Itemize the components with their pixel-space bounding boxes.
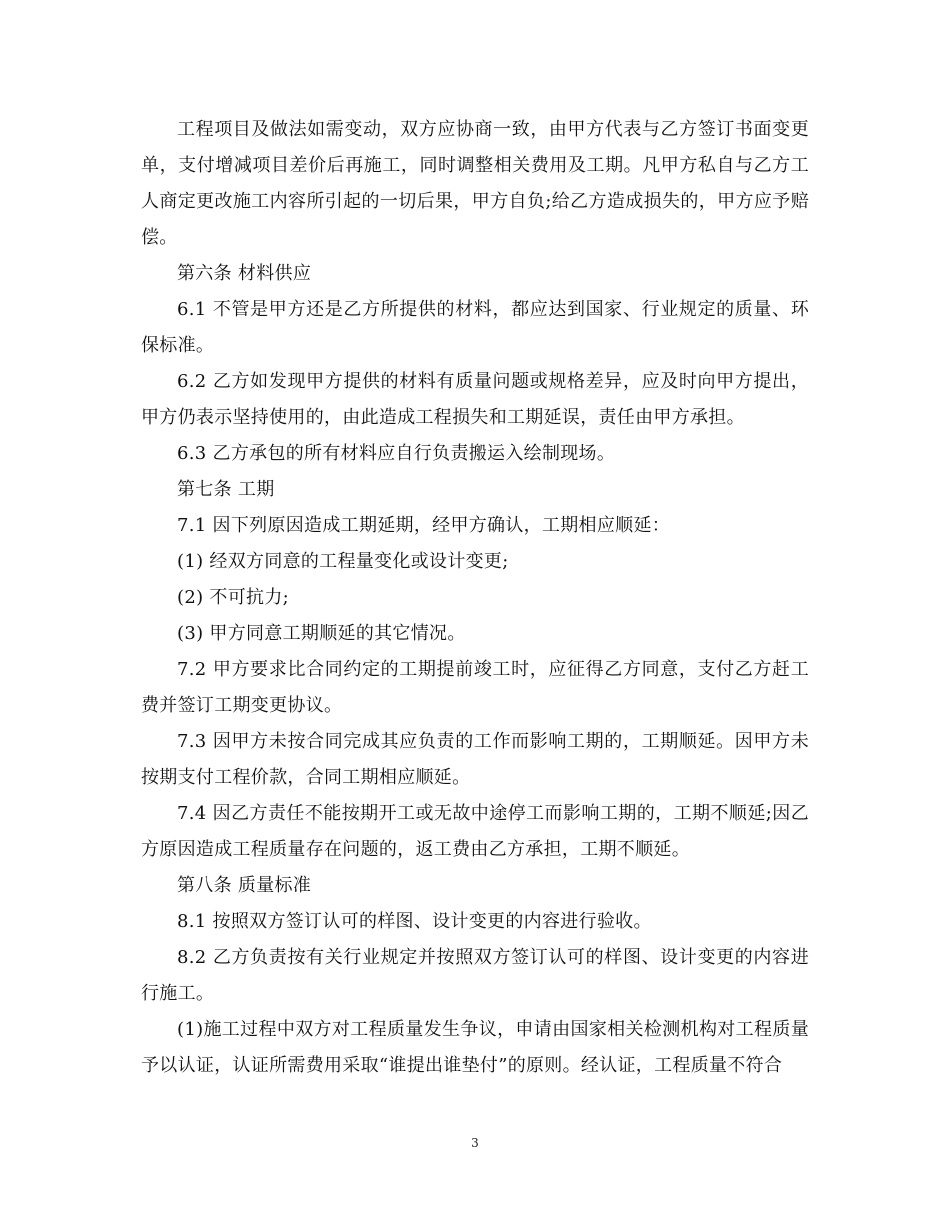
clause-7-3: 7.3 因甲方未按合同完成其应负责的工作而影响工期的，工期顺延。因甲方未按期支付工程价款，合同工期相应顺延。	[141, 731, 809, 788]
clause-7-1-item-1: (1) 经双方同意的工程量变化或设计变更;	[177, 551, 509, 572]
clause-8-1: 8.1 按照双方签订认可的样图、设计变更的内容进行验收。	[177, 911, 652, 932]
clause-7-1-item-3: (3) 甲方同意工期顺延的其它情况。	[177, 623, 466, 644]
clause-6-2: 6.2 乙方如发现甲方提供的材料有质量问题或规格差异，应及时向甲方提出，甲方仍表示坚持使用的，由此造成工程损失和工期延误，责任由甲方承担。	[141, 371, 809, 428]
clause-7-4: 7.4 因乙方责任不能按期开工或无故中途停工而影响工期的，工期不顺延;因乙方原因造成工程质量存在问题的，返工费由乙方承担，工期不顺延。	[141, 803, 809, 860]
clause-6-1: 6.1 不管是甲方还是乙方所提供的材料，都应达到国家、行业规定的质量、环保标准。	[141, 299, 809, 356]
clause-7-2: 7.2 甲方要求比合同约定的工期提前竣工时，应征得乙方同意，支付乙方赶工费并签订工期变更协议。	[141, 659, 809, 716]
heading-article-7: 第七条 工期	[177, 479, 275, 500]
document-body	[141, 112, 809, 1084]
heading-article-8: 第八条 质量标准	[177, 875, 312, 896]
clause-8-2-item-1: (1)施工过程中双方对工程质量发生争议，申请由国家相关检测机构对工程质量予以认证，认证所需费用采取“谁提出谁垫付”的原则。经认证，工程质量不符合	[141, 1019, 809, 1076]
heading-article-6: 第六条 材料供应	[177, 263, 312, 284]
clause-6-3: 6.3 乙方承包的所有材料应自行负责搬运入绘制现场。	[177, 443, 616, 464]
clause-8-2: 8.2 乙方负责按有关行业规定并按照双方签订认可的样图、设计变更的内容进行施工。	[141, 947, 809, 1004]
page-number: 3	[471, 1136, 479, 1150]
paragraph-change-terms: 工程项目及做法如需变动，双方应协商一致，由甲方代表与乙方签订书面变更单，支付增减项目差价后再施工，同时调整相关费用及工期。凡甲方私自与乙方工人商定更改施工内容所引起的一切后果，甲方自负;给乙方造成损失的，甲方应予赔偿。	[141, 119, 809, 248]
clause-7-1-item-2: (2) 不可抗力;	[177, 587, 289, 608]
clause-7-1: 7.1 因下列原因造成工期延期，经甲方确认，工期相应顺延：	[177, 515, 671, 536]
